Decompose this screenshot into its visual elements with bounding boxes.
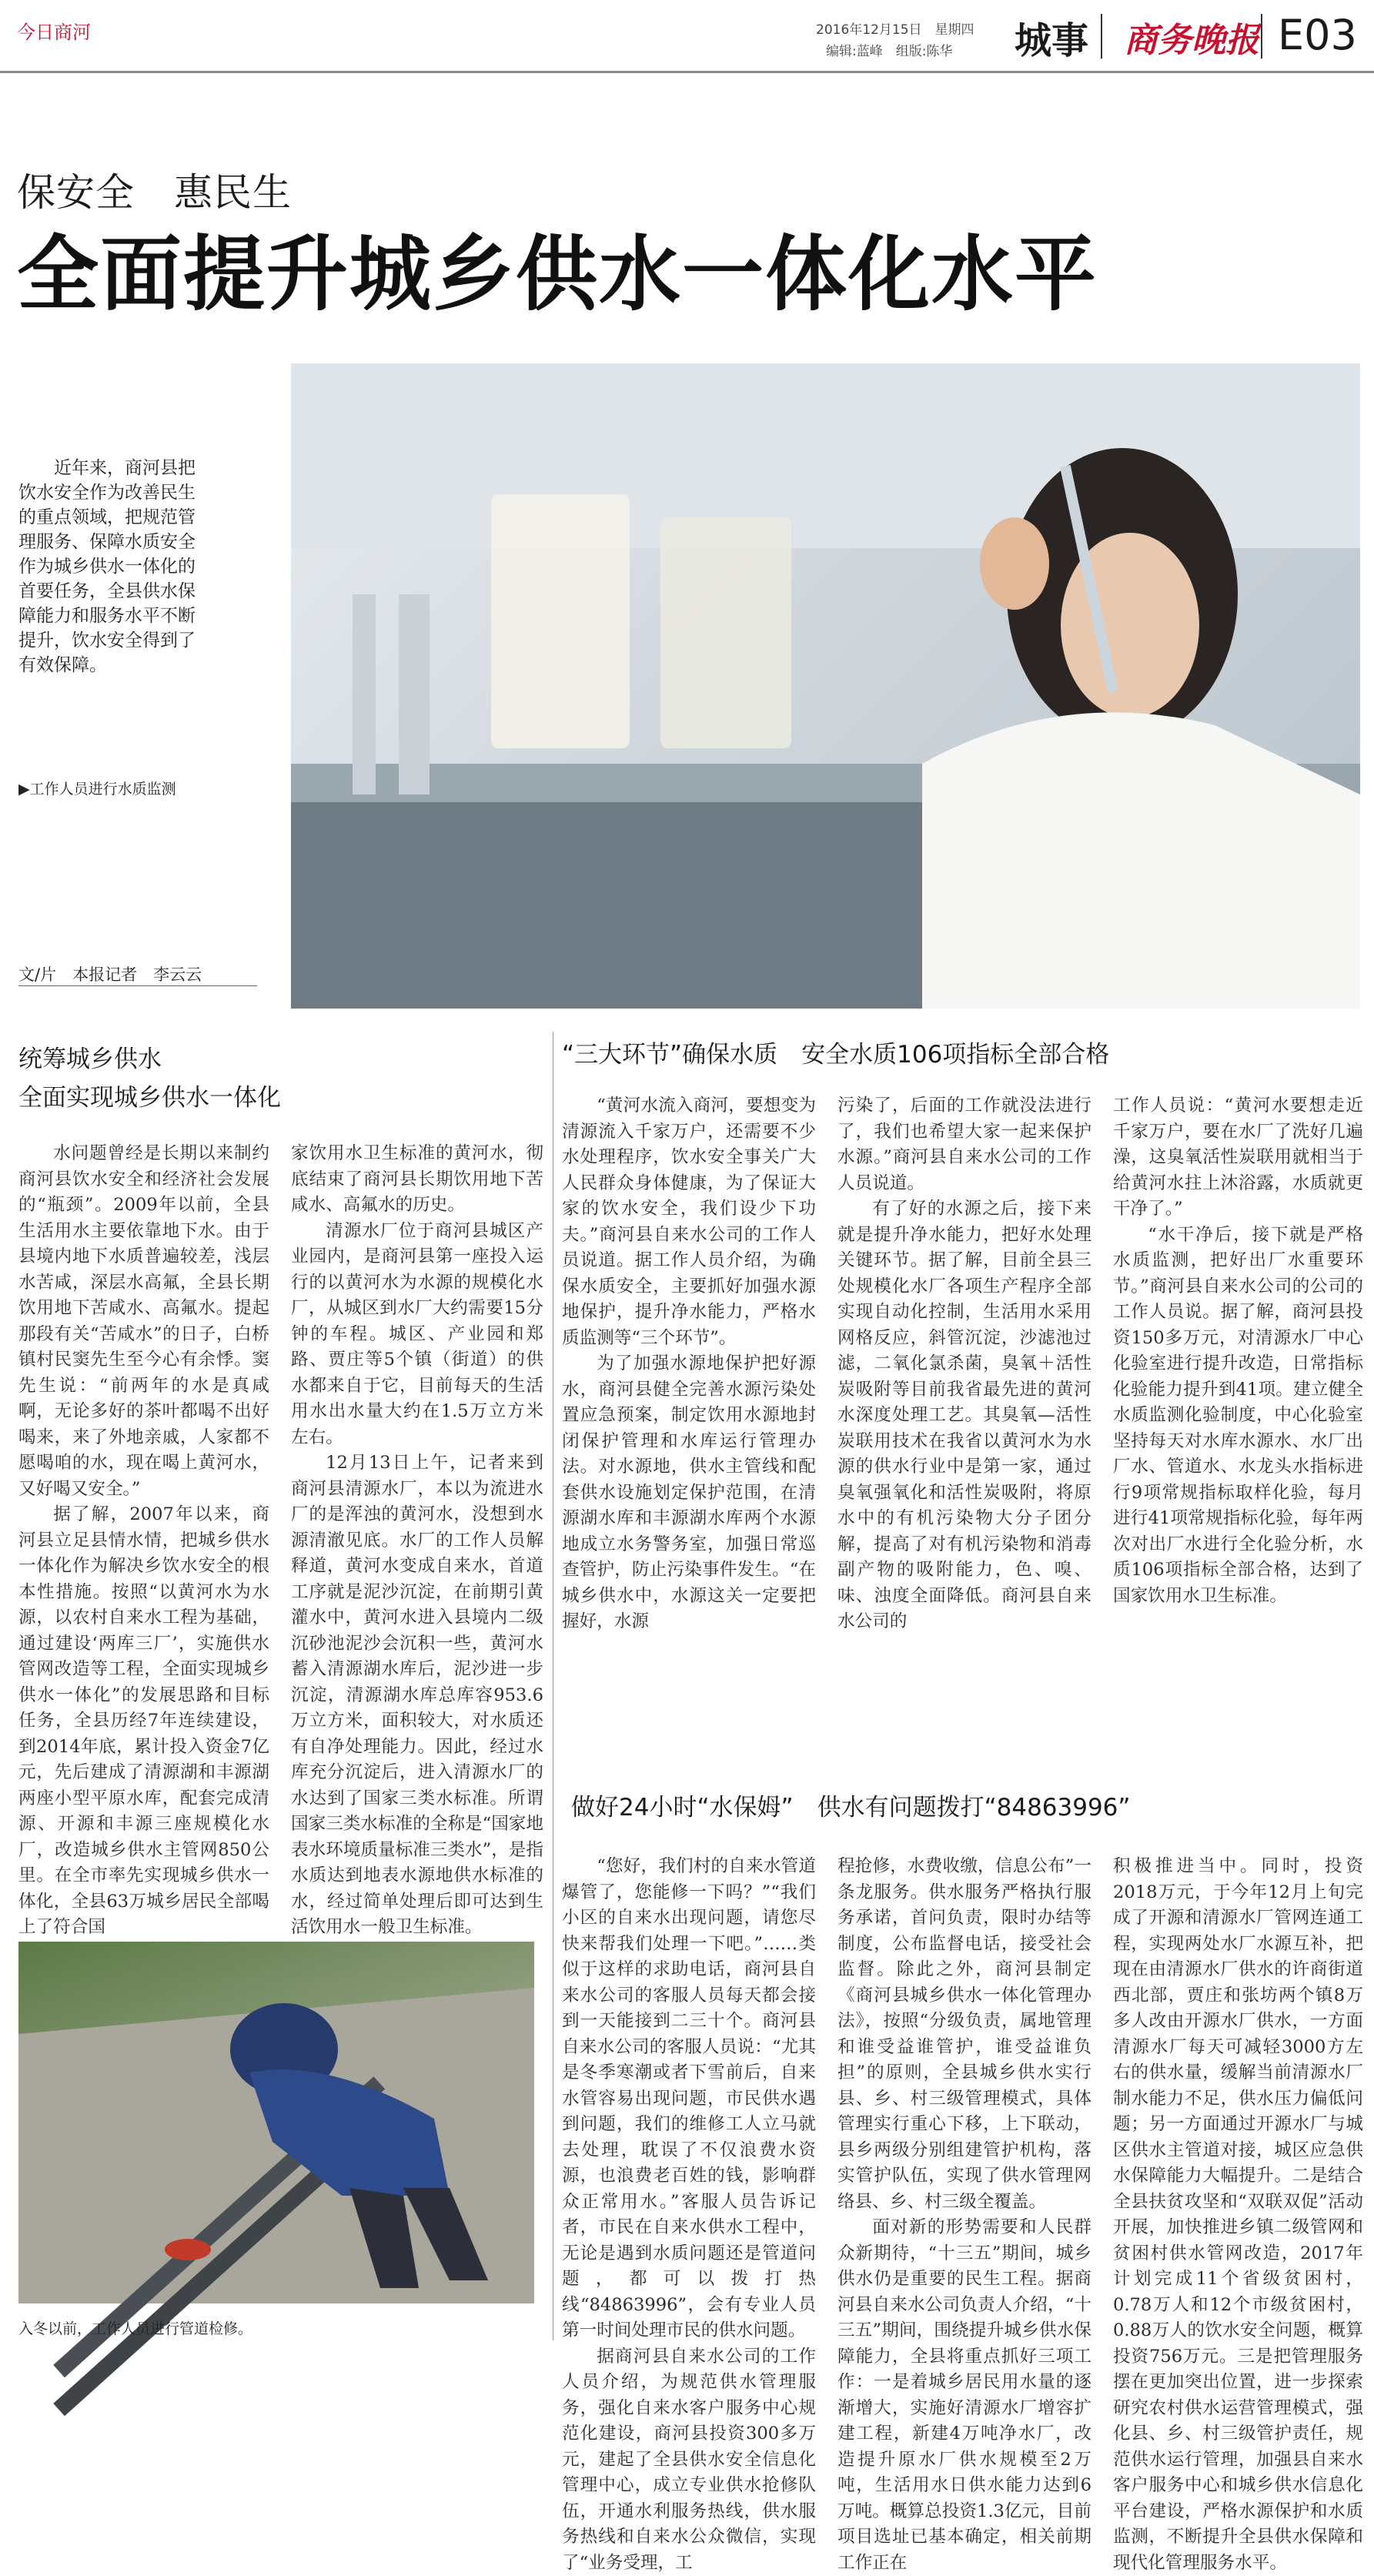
pipe-maintenance-photo — [18, 1942, 534, 2303]
header-divider — [1101, 14, 1102, 59]
section1-column-2 — [291, 1141, 543, 1911]
section1-title-1: 统筹城乡供水 — [18, 1039, 162, 1074]
paragraph: 水问题曾经是长期以来制约商河县饮水安全和经济社会发展的“瓶颈”。2009年以前，全县生活用水主要依靠地下水。由于县境内地下水质普遍较差，浅层水苦咸，深层水高氟，全县长期饮用地下苦咸水、高氟水。提起那段有关“苦咸水”的日子，白桥镇村民窦先生至今心有余悸。窦先生说：“前两年的水是真咸啊，无论多好的茶叶都喝不出好喝来，来了外地亲戚，人家都不愿喝咱的水，现在喝上黄河水，又好喝又安全。” — [18, 1141, 269, 1502]
page-number: E03 — [1278, 11, 1357, 59]
section2-column-1 — [562, 1093, 816, 1740]
paragraph: 程抢修，水费收缴，信息公布”一条龙服务。供水服务严格执行服务承诺，首问负责，限时办结等制度，公布监督电话，接受社会监督。除此之外，商河县制定《商河县城乡供水一体化管理办法》，按照“分级负责，属地管理和谁受益谁管护，谁受益谁负担”的原则，全县城乡供水实行县、乡、村三级管理模式，具体管理实行重心下移，上下联动，县乡两级分别组建管护机构，落实管护队伍，实现了供水管理网络县、乡、村三级全覆盖。 — [837, 1854, 1092, 2215]
section3-title: 做好24小时“水保姆” 供水有问题拨打“84863996” — [571, 1788, 1130, 1822]
byline-rule — [18, 985, 257, 986]
paragraph: 污染了，后面的工作就没法进行了，我们也希望大家一起来保护水源。”商河县自来水公司的工作人员说道。 — [837, 1093, 1092, 1196]
page-title: 全面提升城乡供水一体化水平 — [17, 209, 1098, 326]
section3-column-2 — [837, 1854, 1092, 2347]
header-divider-2 — [1261, 14, 1262, 59]
paragraph: 家饮用水卫生标准的黄河水，彻底结束了商河县长期饮用地下苦咸水、高氟水的历史。 — [291, 1141, 543, 1219]
paragraph: 积极推进当中。同时，投资2018万元，于今年12月上旬完成了开源和清源水厂管网连通工程，实现两处水厂水源互补，把现在由清源水厂供水的许商街道西北部，贾庄和张坊两个镇8万多人改由开源水厂供水，一方面清源水厂每天可减轻3000方左右的供水量，缓解当前清源水厂制水能力不足，供水压力偏低问题；另一方面通过开源水厂与城区供水主管道对接，城区应急供水保障能力大幅提升。二是结合全县扶贫攻坚和“双联双促”活动开展，加快推进乡镇二级管网和贫困村供水管网改造，2017年计划完成11个省级贫困村，0.78万人和12个市级贫困村，0.88万人的饮水安全问题，概算投资756万元。三是把管理服务摆在更加突出位置，进一步探索研究农村供水运营管理模式，强化县、乡、村三级管护责任，规范供水运行管理，加强县自来水客户服务中心和城乡供水信息化平台建设，严格水源保护和水质监测，不断提升全县供水保障和现代化管理服务水平。 — [1113, 1854, 1363, 2576]
paragraph: 清源水厂位于商河县城区产业园内，是商河县第一座投入运行的以黄河水为水源的规模化水厂，从城区到水厂大约需要15分钟的车程。城区、产业园和郑路、贾庄等5个镇（街道）的供水都来自于它，目前每天的生活用水出水量大约在1.5万立方米左右。 — [291, 1219, 543, 1451]
kicker: 保安全 惠民生 — [17, 162, 292, 217]
section2-column-2 — [837, 1093, 1092, 1740]
column-label: 今日商河 — [17, 17, 91, 44]
paragraph: 12月13日上午，记者来到商河县清源水厂，本以为流进水厂的是浑浊的黄河水，没想到水源清澈见底。水厂的工作人员解释道，黄河水变成自来水，首道工序就是泥沙沉淀，在前期引黄灌水中，黄河水进入县境内二级沉砂池泥沙会沉积一些，黄河水蓄入清源湖水库后，泥沙进一步沉淀，清源湖水库总库容953.6万立方米，面积较大，对水质还有自净处理能力。因此，经过水库充分沉淀后，进入清源水厂的水达到了国家三类水标准。所谓国家三类水标准的全称是“国家地表水环境质量标准三类水”，是指水质达到地表水源地供水标准的水，经过简单处理后即可达到生活饮用水一般卫生标准。 — [291, 1450, 543, 1941]
paragraph: “水干净后，接下就是严格水质监测，把好出厂水重要环节。”商河县自来水公司的公司的工作人员说。据了解，商河县投资150多万元，对清源水厂中心化验室进行提升改造，日常指标化验能力提升到41项。建立健全水质监测化验制度，中心化验室坚持每天对水库水源水、水厂出厂水、管道水、水龙头水指标进行9项常规指标取样化验，每月进行41项常规指标化验，每年两次对出厂水进行全化验分析，水质106项指标全部合格，达到了国家饮用水卫生标准。 — [1113, 1223, 1363, 1610]
paragraph: “您好，我们村的自来水管道爆管了，您能修一下吗？”“我们小区的自来水出现问题，请您尽快来帮我们处理一下吧。”……类似于这样的求助电话，商河县自来水公司的客服人员每天都会接到一天能接到二三十个。商河县自来水公司的客服人员说：“尤其是冬季寒潮或者下雪前后，自来水管容易出现问题，市民供水遇到问题，我们的维修工人立马就去处理，耽误了不仅浪费水资源，也浪费老百姓的钱，影响群众正常用水。”客服人员告诉记者，市民在自来水供水工程中，无论是遇到水质问题还是管道问题，都可以拨打热线“84863996”，会有专业人员第一时间处理市民的供水问题。 — [562, 1854, 816, 2344]
paragraph: 工作人员说：“黄河水要想走近千家万户，要在水厂了洗好几遍澡，这臭氧活性炭联用就相当于给黄河水拄上沐浴露，水质就更干净了。” — [1113, 1093, 1363, 1223]
photo2-caption: 入冬以前，工作人员进行管道检修。 — [18, 2317, 252, 2338]
editors-line: 编辑:蓝峰 组版:陈华 — [826, 40, 952, 59]
lab-photo-illustration — [291, 363, 1360, 1009]
newspaper-logo: 商务晚报 — [1124, 12, 1259, 62]
lab-photo — [291, 363, 1360, 1009]
paragraph: 有了好的水源之后，接下来就是提升净水能力，把好水处理关键环节。据了解，目前全县三处规模化水厂各项生产程序全部实现自动化控制，生活用水采用网格反应，斜管沉淀，沙滤池过滤，二氧化氯杀菌，臭氧＋活性炭吸附等目前我省最先进的黄河水深度处理工艺。其臭氧—活性炭联用技术在我省以黄河水为水源的供水行业中是第一家，通过臭氧强氧化和活性炭吸附，将原水中的有机污染物大分子团分解，提高了对有机污染物和消毒副产物的吸附能力，色、嗅、味、浊度全面降低。商河县自来水公司的 — [837, 1196, 1092, 1635]
paragraph: 为了加强水源地保护把好源水，商河县健全完善水源污染处置应急预案，制定饮用水源地封闭保护管理和水库运行管理办法。对水源地，供水主管线和配套供水设施划定保护范围，在清源湖水库和丰源湖水库两个水源地成立水务警务室，加强日常巡查管护，防止污染事件发生。“在城乡供水中，水源这关一定要把握好，水源 — [562, 1351, 816, 1635]
issue-date: 2016年12月15日 星期四 — [816, 18, 975, 38]
pipe-photo-illustration — [18, 1942, 534, 2303]
paragraph: 据商河县自来水公司的工作人员介绍，为规范供水管理服务，强化自来水客户服务中心规范化建设，商河县投资300多万元，建起了全县供水安全信息化管理中心，成立专业供水抢修队伍，开通水利服务热线，供水服务热线和自来水公众微信，实现了“业务受理，工 — [562, 2344, 816, 2576]
paragraph: “黄河水流入商河，要想变为清源流入千家万户，还需要不少水处理程序，饮水安全事关广大人民群众身体健康，为了保证大家的饮水安全，我们设少下功夫。”商河县自来水公司的工作人员说道。据工作人员介绍，为确保水质安全，主要抓好加强水源地保护，提升净水能力，严格水质监测等“三个环节”。 — [562, 1093, 816, 1351]
header-rule — [0, 71, 1374, 73]
paragraph: 据了解，2007年以来，商河县立足县情水情，把城乡供水一体化作为解决乡饮水安全的根本性措施。按照“以黄河水为水源，以农村自来水工程为基础，通过建设‘两库三厂’，实施供水管网改造等工程，全面实现城乡供水一体化”的发展思路和目标任务，全县历经7年连续建设，到2014年底，累计投入资金7亿元，先后建成了清源湖和丰源湖两座小型平原水库，配套完成清源、开源和丰源三座规模化水厂，改造城乡供水主管网850公里。在全市率先实现城乡供水一体化，全县63万城乡居民全部喝上了符合国 — [18, 1502, 269, 1941]
paragraph: 面对新的形势需要和人民群众新期待，“十三五”期间，城乡供水仍是重要的民生工程。据商河县自来水公司负责人介绍，“十三五”期间，围绕提升城乡供水保障能力，全县将重点抓好三项工作：一是着城乡居民用水量的逐渐增大，实施好清源水厂增容扩建工程，新建4万吨净水厂，改造提升原水厂供水规模至2万吨，生活用水日供水能力达到6万吨。概算总投资1.3亿元，目前项目选址已基本确定，相关前期工作正在 — [837, 2215, 1092, 2576]
intro-text: 近年来，商河县把饮水安全作为改善民生的重点领域，把规范管理服务、保障水质安全作为城乡供水一体化的首要任务，全县供水保障能力和服务水平不断提升，饮水安全得到了有效保障。 — [18, 456, 211, 677]
photo1-caption: ▶工作人员进行水质监测 — [18, 778, 176, 798]
section2-column-3 — [1113, 1093, 1363, 1740]
section3-column-3 — [1113, 1854, 1363, 2347]
section3-column-1 — [562, 1854, 816, 2347]
section2-title: “三大环节”确保水质 安全水质106项指标全部合格 — [562, 1035, 1109, 1069]
byline: 文/片 本报记者 李云云 — [18, 962, 202, 985]
section1-column-1 — [18, 1141, 269, 1934]
section1-title-2: 全面实现城乡供水一体化 — [18, 1078, 281, 1112]
section-name: 城事 — [1015, 11, 1088, 64]
